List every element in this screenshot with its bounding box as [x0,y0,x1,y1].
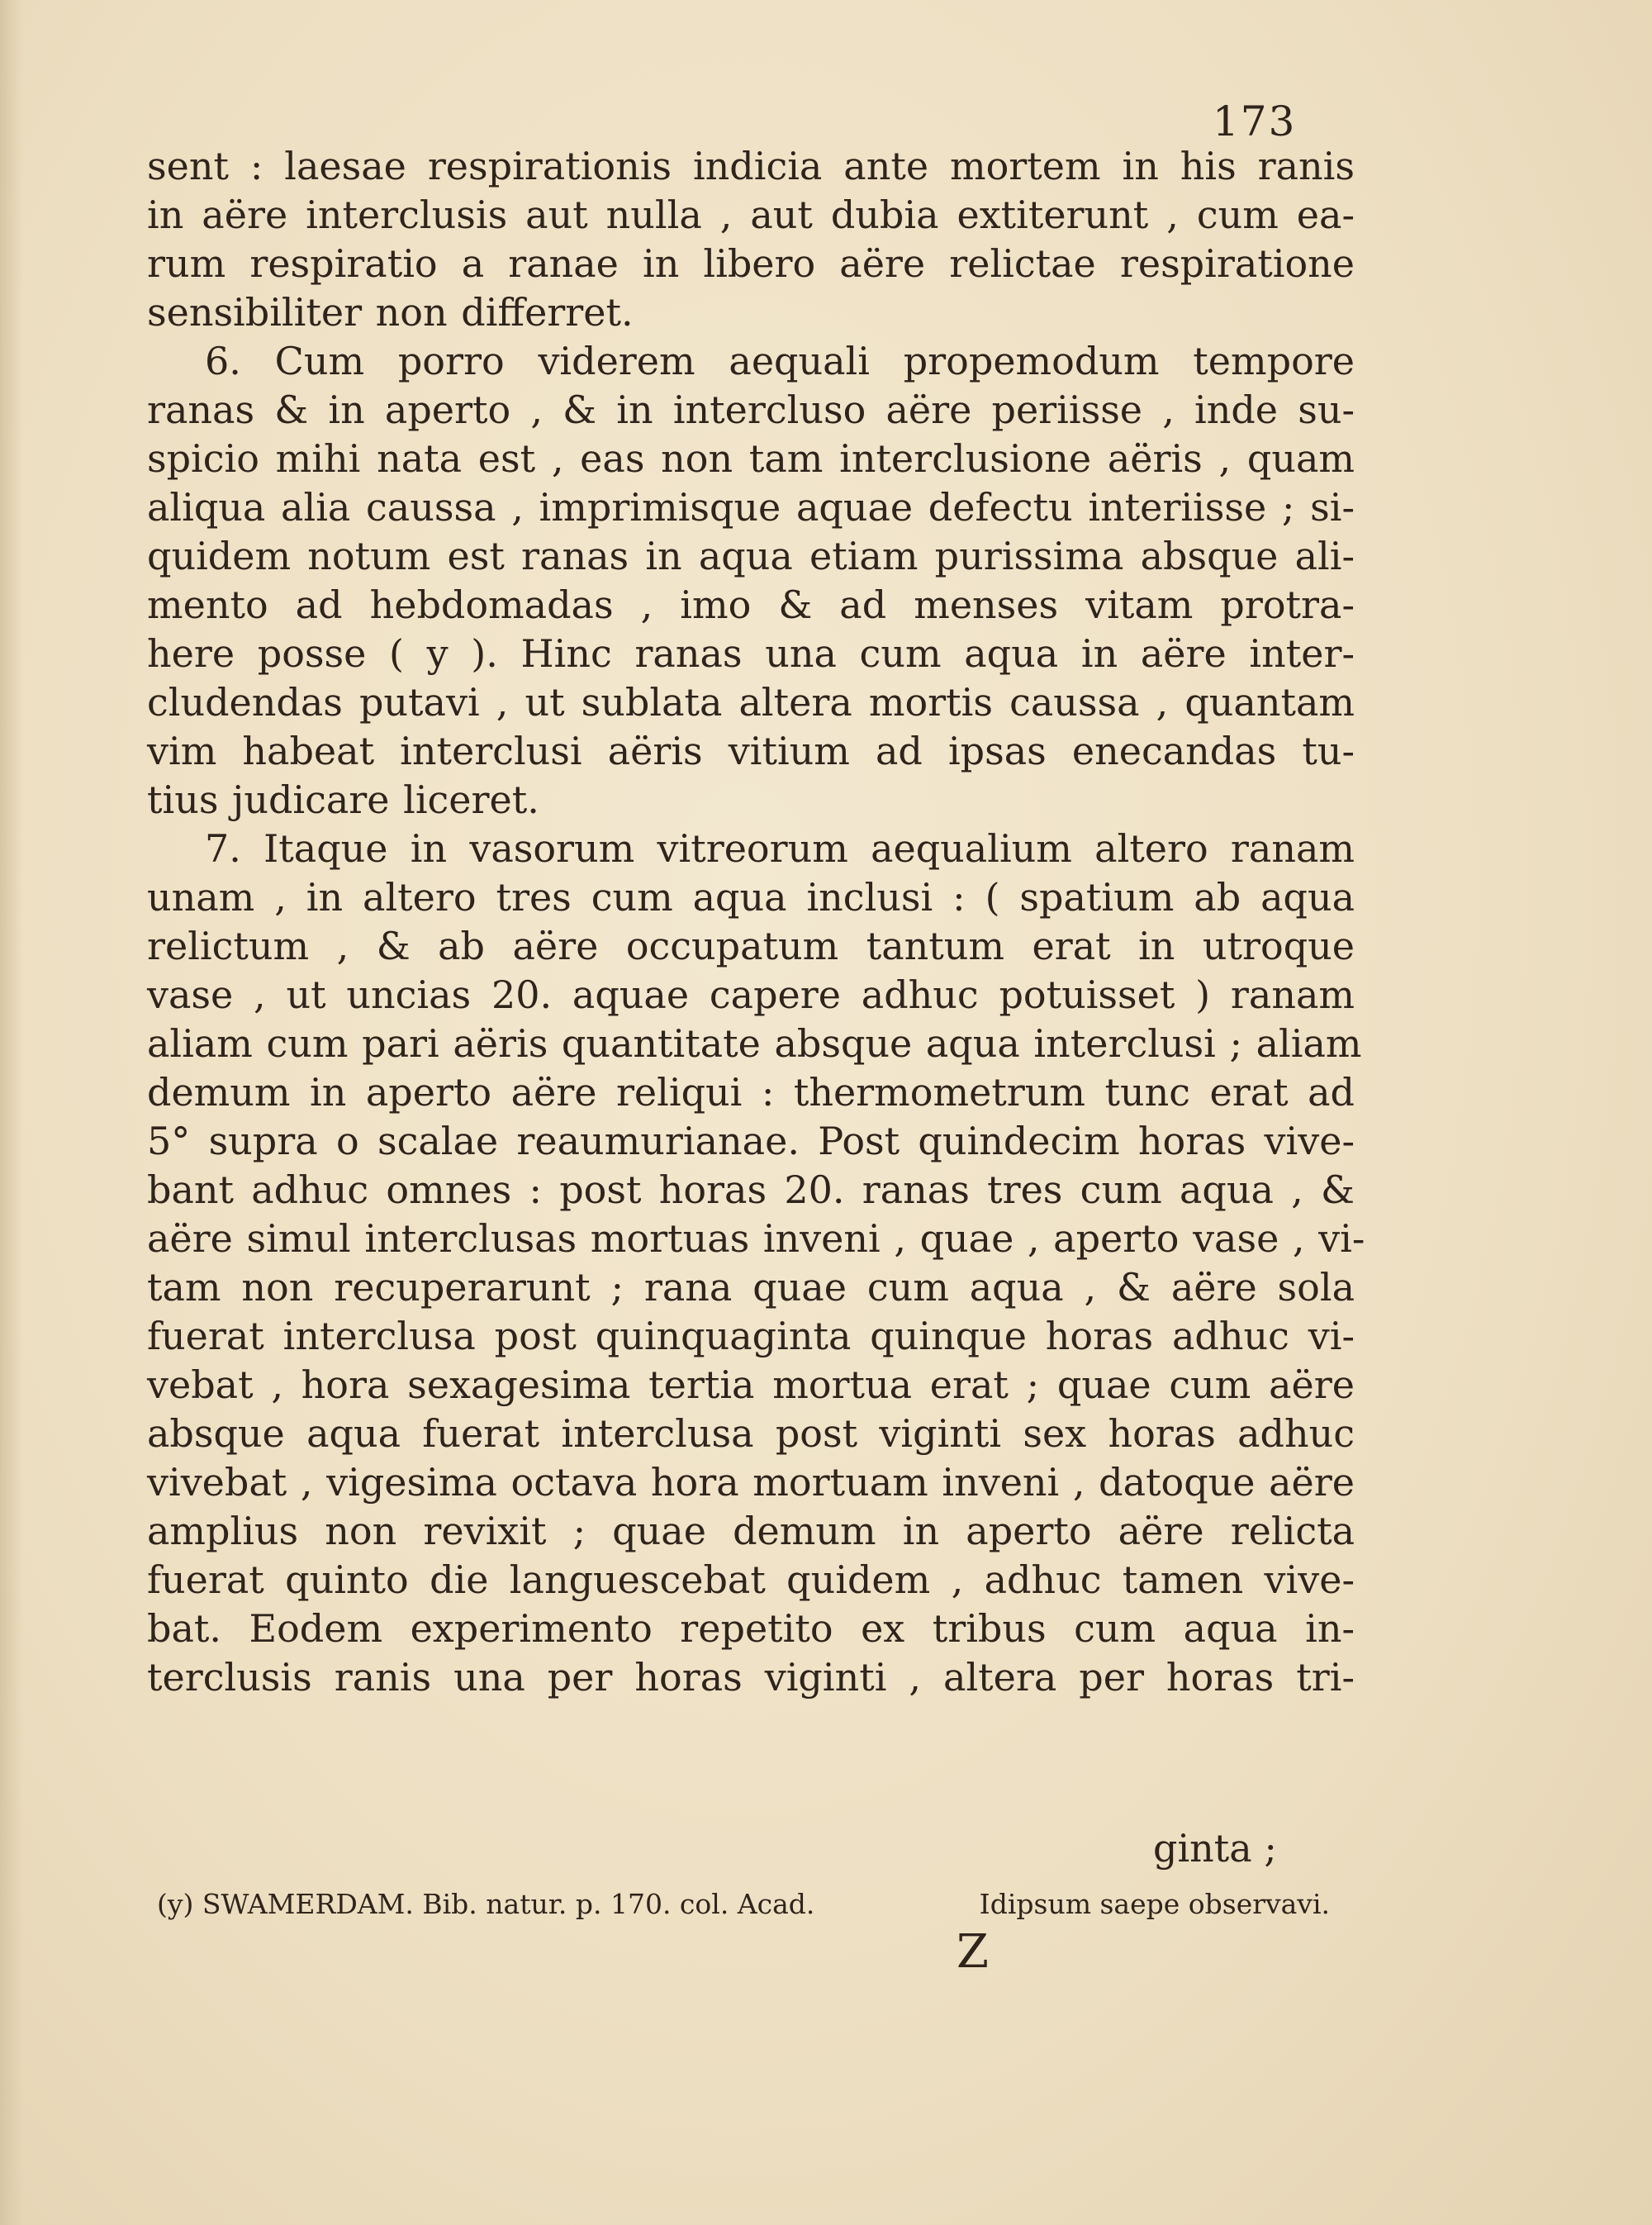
text-line: relictum , & ab aëre occupatum tantum erat in utroque [147,924,1355,968]
text-line: aëre simul interclusas mortuas inveni , quae , aperto vase , vi- [147,1216,1365,1261]
text-line: vivebat , vigesima octava hora mortuam inveni , datoque aëre [147,1460,1355,1505]
text-line: spicio mihi nata est , eas non tam interclusione aëris , quam [147,436,1355,481]
text-line: bant adhuc omnes : post horas 20. ranas tres cum aqua , & [147,1167,1355,1212]
text-line: aliqua alia caussa , imprimisque aquae defectu interiisse ; si- [147,485,1355,530]
text-line: here posse ( y ). Hinc ranas una cum aqua in aëre inter- [147,631,1355,676]
text-line: 5° supra o scalae reaumurianae. Post quindecim horas vive- [147,1119,1355,1163]
text-line: absque aqua fuerat interclusa post viginti sex horas adhuc [147,1411,1355,1456]
text-line: amplius non revixit ; quae demum in aperto aëre relicta [147,1509,1355,1553]
text-line: bat. Eodem experimento repetito ex tribus cum aqua in- [147,1606,1355,1651]
body-text [147,142,1365,1702]
text-line: vase , ut uncias 20. aquae capere adhuc potuisset ) ranam [147,972,1355,1017]
text-line: tius judicare liceret. [147,777,539,822]
footnote-reference: (y) SWAMERDAM. Bib. natur. p. 170. col. Acad. [157,1888,815,1920]
text-line: fuerat interclusa post quinquaginta quinque horas adhuc vi- [147,1314,1355,1358]
text-line: sent : laesae respirationis indicia ante mortem in his ranis [147,144,1355,188]
text-line: sensibiliter non differret. [147,290,634,335]
gutter-shadow [0,0,23,2225]
text-line: vebat , hora sexagesima tertia mortua erat ; quae cum aëre [147,1362,1355,1407]
text-line: vim habeat interclusi aëris vitium ad ipsas enecandas tu- [147,729,1355,773]
text-line: in aëre interclusis aut nulla , aut dubia extiterunt , cum ea- [147,193,1355,237]
signature-mark: Z [957,1925,989,1979]
paragraph-6-start: 6. Cum porro viderem aequali propemodum tempore [205,339,1355,383]
text-line: cludendas putavi , ut sublata altera mortis caussa , quantam [147,680,1355,725]
text-line: aliam cum pari aëris quantitate absque aqua interclusi ; aliam [147,1021,1362,1066]
text-line: fuerat quinto die languescebat quidem , adhuc tamen vive- [147,1557,1355,1602]
text-line: quidem notum est ranas in aqua etiam purissima absque ali- [147,534,1355,578]
catchword: ginta ; [1153,1826,1277,1871]
text-line: rum respiratio a ranae in libero aëre relictae respiratione [147,241,1355,286]
text-line: unam , in altero tres cum aqua inclusi : ( spatium ab aqua [147,875,1355,920]
text-line: tam non recuperarunt ; rana quae cum aqua , & aëre sola [147,1265,1355,1310]
text-line: ranas & in aperto , & in intercluso aëre periisse , inde su- [147,387,1355,432]
footnote [157,1888,1330,1920]
page-number: 173 [1213,97,1297,145]
text-line: mento ad hebdomadas , imo & ad menses vitam protra- [147,582,1355,627]
text-line: demum in aperto aëre reliqui : thermometrum tunc erat ad [147,1070,1355,1115]
text-line: terclusis ranis una per horas viginti , altera per horas tri- [147,1655,1355,1700]
footnote-note: Idipsum saepe observavi. [979,1888,1330,1920]
paragraph-7-start: 7. Itaque in vasorum vitreorum aequalium altero ranam [205,826,1355,871]
